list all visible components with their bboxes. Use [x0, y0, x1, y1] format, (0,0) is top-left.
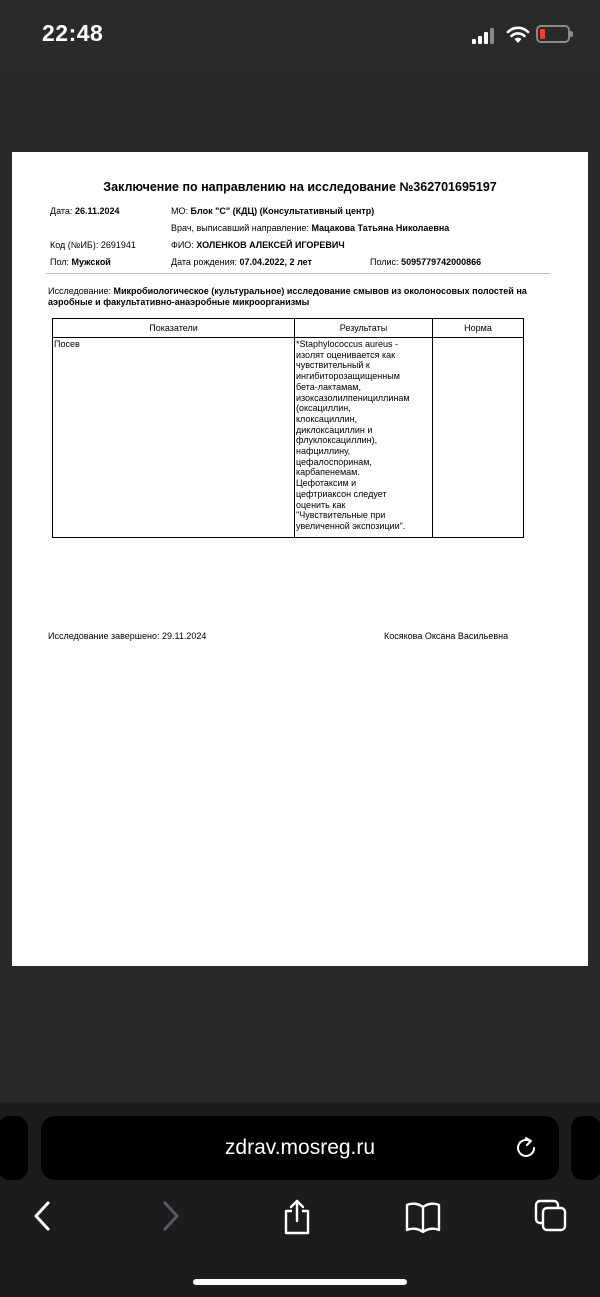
policy-field: Полис: 5095779742000866	[370, 257, 482, 267]
status-bar	[0, 0, 600, 70]
mo-field: МО: Блок "С" (КДЦ) (Консультативный центр)	[171, 206, 375, 216]
results-table	[52, 318, 524, 538]
document-viewer[interactable]	[0, 70, 600, 1102]
status-time: 22:48	[42, 20, 104, 46]
sex-field: Пол: Мужской	[50, 257, 111, 267]
date-field: Дата: 26.11.2024	[50, 206, 120, 216]
completed-field: Исследование завершено: 29.11.2024	[48, 631, 207, 641]
back-icon[interactable]	[30, 1198, 54, 1234]
url-text[interactable]: zdrav.mosreg.ru	[224, 1136, 376, 1159]
table-row	[53, 338, 524, 538]
column-header: Результаты	[295, 319, 433, 338]
signer-name: Косякова Оксана Васильевна	[384, 631, 509, 641]
next-tab-preview[interactable]	[571, 1116, 600, 1180]
home-indicator[interactable]	[193, 1279, 407, 1285]
tabs-icon[interactable]	[533, 1198, 569, 1236]
column-header: Норма	[433, 319, 524, 338]
indicator-cell: Посев	[53, 338, 295, 538]
column-header: Показатели	[53, 319, 295, 338]
divider	[46, 273, 550, 274]
forward-icon	[159, 1198, 183, 1234]
birth-date-field: Дата рождения: 07.04.2022, 2 лет	[171, 257, 312, 267]
document-page	[12, 152, 588, 966]
table-header-row	[53, 319, 524, 338]
doctor-field: Врач, выписавший направление: Мацакова Татьяна Николаевна	[171, 223, 450, 233]
fio-field: ФИО: ХОЛЕНКОВ АЛЕКСЕЙ ИГОРЕВИЧ	[171, 240, 345, 250]
previous-tab-preview[interactable]	[0, 1116, 28, 1180]
signal-icon	[472, 28, 498, 44]
result-cell: *Staphylococcus aureus - изолят оценивается как чувствительный к ингибиторозащищенным бета-лактамам, изоксазолилпенициллинам (оксациллин, клоксациллин, диклоксациллин и флуклоксациллин), нафциллину, цефалоспоринам, карбапенемам. Цефотаксим и цефтриаксон следует оценить как "Чувствительные при увеличенной экспозиции".	[295, 338, 433, 538]
address-bar[interactable]	[41, 1116, 559, 1180]
bookmarks-icon[interactable]	[404, 1198, 442, 1236]
study-description: Исследование: Микробиологическое (культуральное) исследование смывов из околоносовых полостей на аэробные и факультативно-анаэробные микроорганизмы	[48, 286, 527, 307]
document-title: Заключение по направлению на исследование №362701695197	[103, 180, 497, 194]
code-field: Код (№ИБ): 2691941	[50, 240, 136, 250]
share-icon[interactable]	[282, 1198, 312, 1236]
reload-icon[interactable]	[513, 1135, 539, 1161]
norm-cell	[433, 338, 524, 538]
wifi-icon	[506, 24, 530, 44]
battery-icon	[536, 25, 570, 43]
